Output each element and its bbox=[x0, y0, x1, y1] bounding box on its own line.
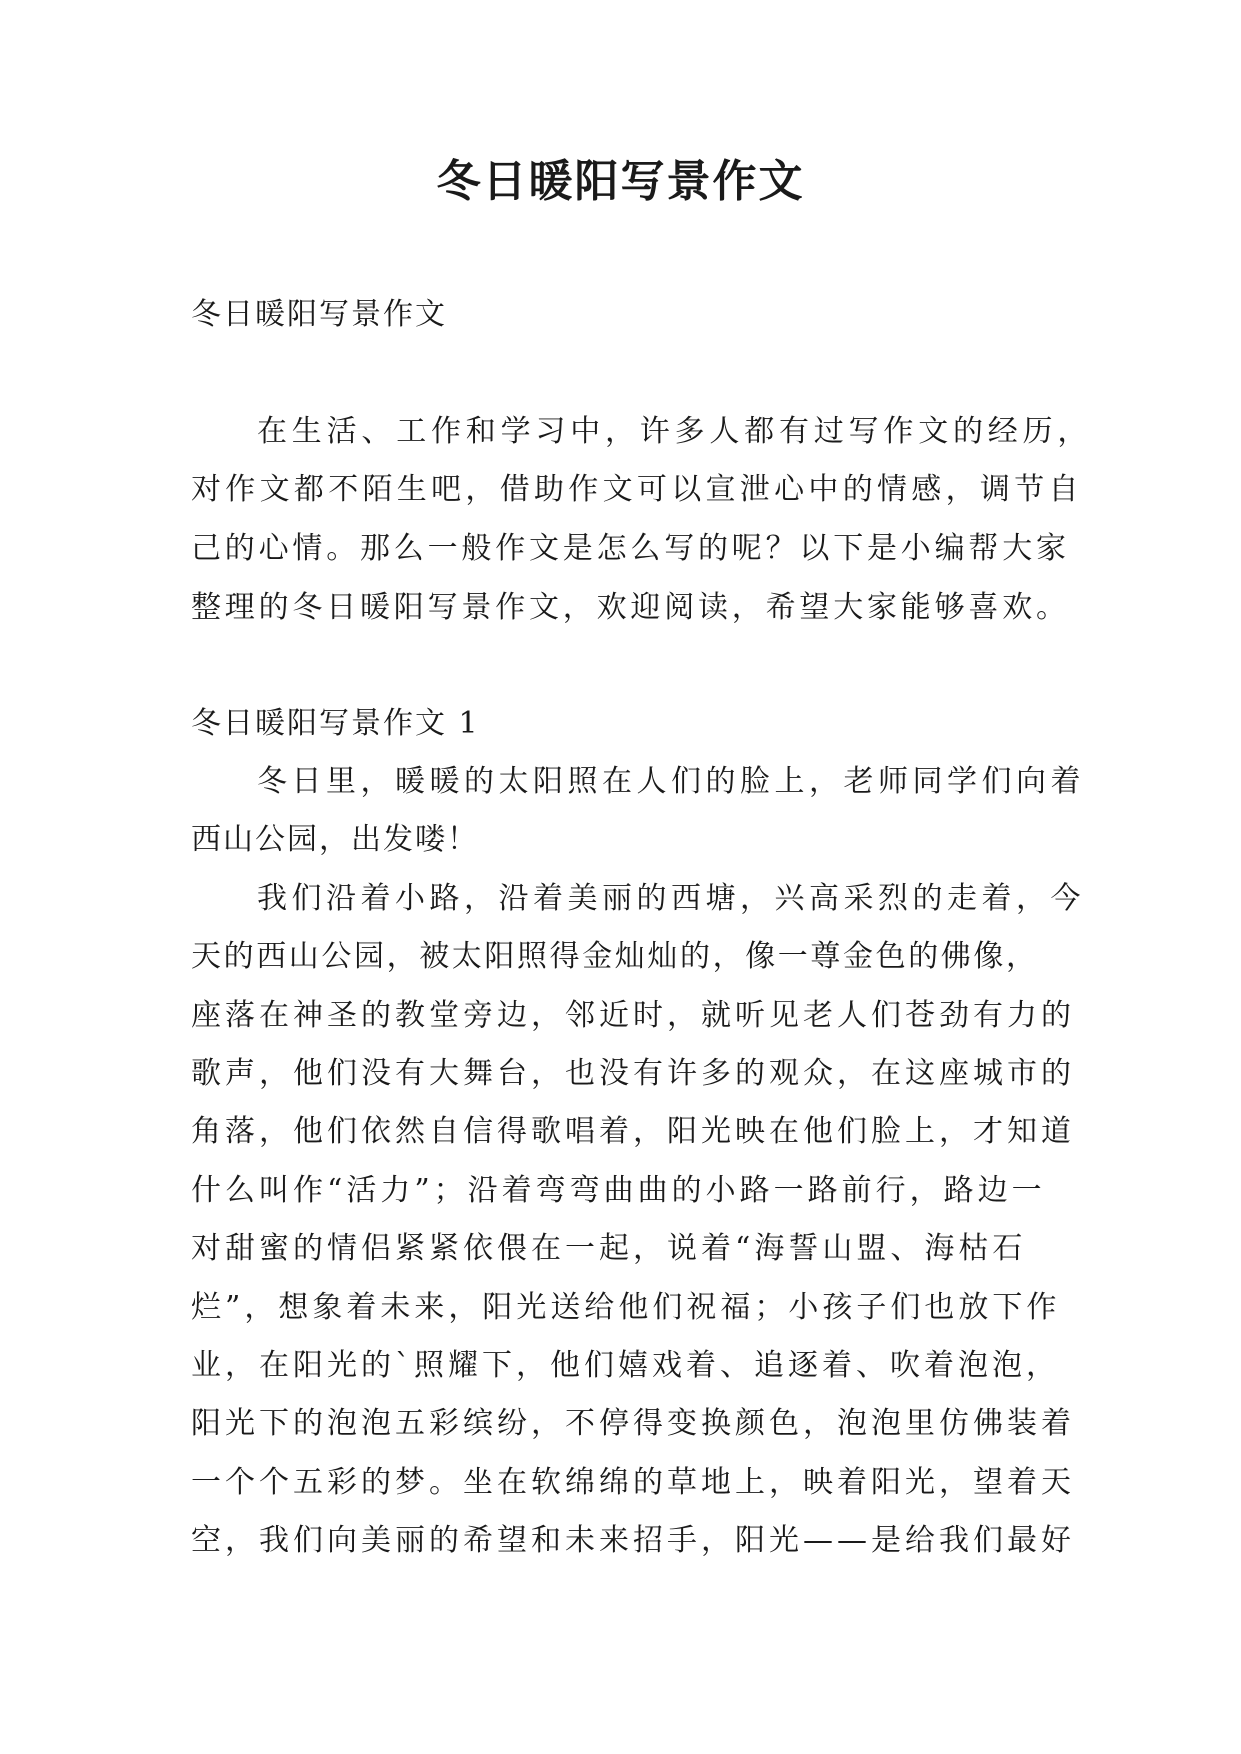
intro-line-1: 在生活、工作和学习中，许多人都有过写作文的经历， bbox=[257, 414, 1093, 449]
paragraph2-line-10: 阳光下的泡泡五彩缤纷，不停得变换颜色，泡泡里仿佛装着 bbox=[191, 1406, 1075, 1441]
paragraph2-line-12: 空，我们向美丽的希望和未来招手，阳光——是给我们最好 bbox=[191, 1523, 1075, 1558]
paragraph2-line-4: 歌声，他们没有大舞台，也没有许多的观众，在这座城市的 bbox=[191, 1056, 1075, 1091]
paragraph2-line-2: 天的西山公园，被太阳照得金灿灿的，像一尊金色的佛像， bbox=[191, 939, 1039, 974]
document-subtitle: 冬日暖阳写景作文 bbox=[191, 297, 447, 332]
paragraph2-line-9: 业，在阳光的`照耀下，他们嬉戏着、追逐着、吹着泡泡， bbox=[191, 1348, 1060, 1383]
paragraph2-line-3: 座落在神圣的教堂旁边，邻近时，就听见老人们苍劲有力的 bbox=[191, 998, 1075, 1033]
paragraph1-line-1: 冬日里，暖暖的太阳照在人们的脸上，老师同学们向着 bbox=[257, 764, 1085, 799]
intro-line-3: 己的心情。那么一般作文是怎么写的呢？以下是小编帮大家 bbox=[191, 531, 1070, 566]
paragraph2-line-11: 一个个五彩的梦。坐在软绵绵的草地上，映着阳光，望着天 bbox=[191, 1465, 1075, 1500]
paragraph1-line-2: 西山公园，出发喽！ bbox=[191, 822, 479, 857]
paragraph2-line-1: 我们沿着小路，沿着美丽的西塘，兴高采烈的走着，今 bbox=[257, 881, 1085, 916]
section-heading: 冬日暖阳写景作文 1 bbox=[191, 706, 480, 741]
paragraph2-line-6: 什么叫作“活力”；沿着弯弯曲曲的小路一路前行，路边一 bbox=[191, 1173, 1046, 1208]
intro-line-2: 对作文都不陌生吧，借助作文可以宣泄心中的情感，调节自 bbox=[191, 472, 1083, 507]
paragraph2-line-8: 烂”，想象着未来，阳光送给他们祝福；小孩子们也放下作 bbox=[191, 1290, 1061, 1325]
document-title: 冬日暖阳写景作文 bbox=[436, 156, 805, 207]
paragraph2-line-5: 角落，他们依然自信得歌唱着，阳光映在他们脸上，才知道 bbox=[191, 1114, 1075, 1149]
intro-line-4: 整理的冬日暖阳写景作文，欢迎阅读，希望大家能够喜欢。 bbox=[191, 590, 1070, 625]
paragraph2-line-7: 对甜蜜的情侣紧紧依偎在一起，说着“海誓山盟、海枯石 bbox=[191, 1231, 1027, 1266]
